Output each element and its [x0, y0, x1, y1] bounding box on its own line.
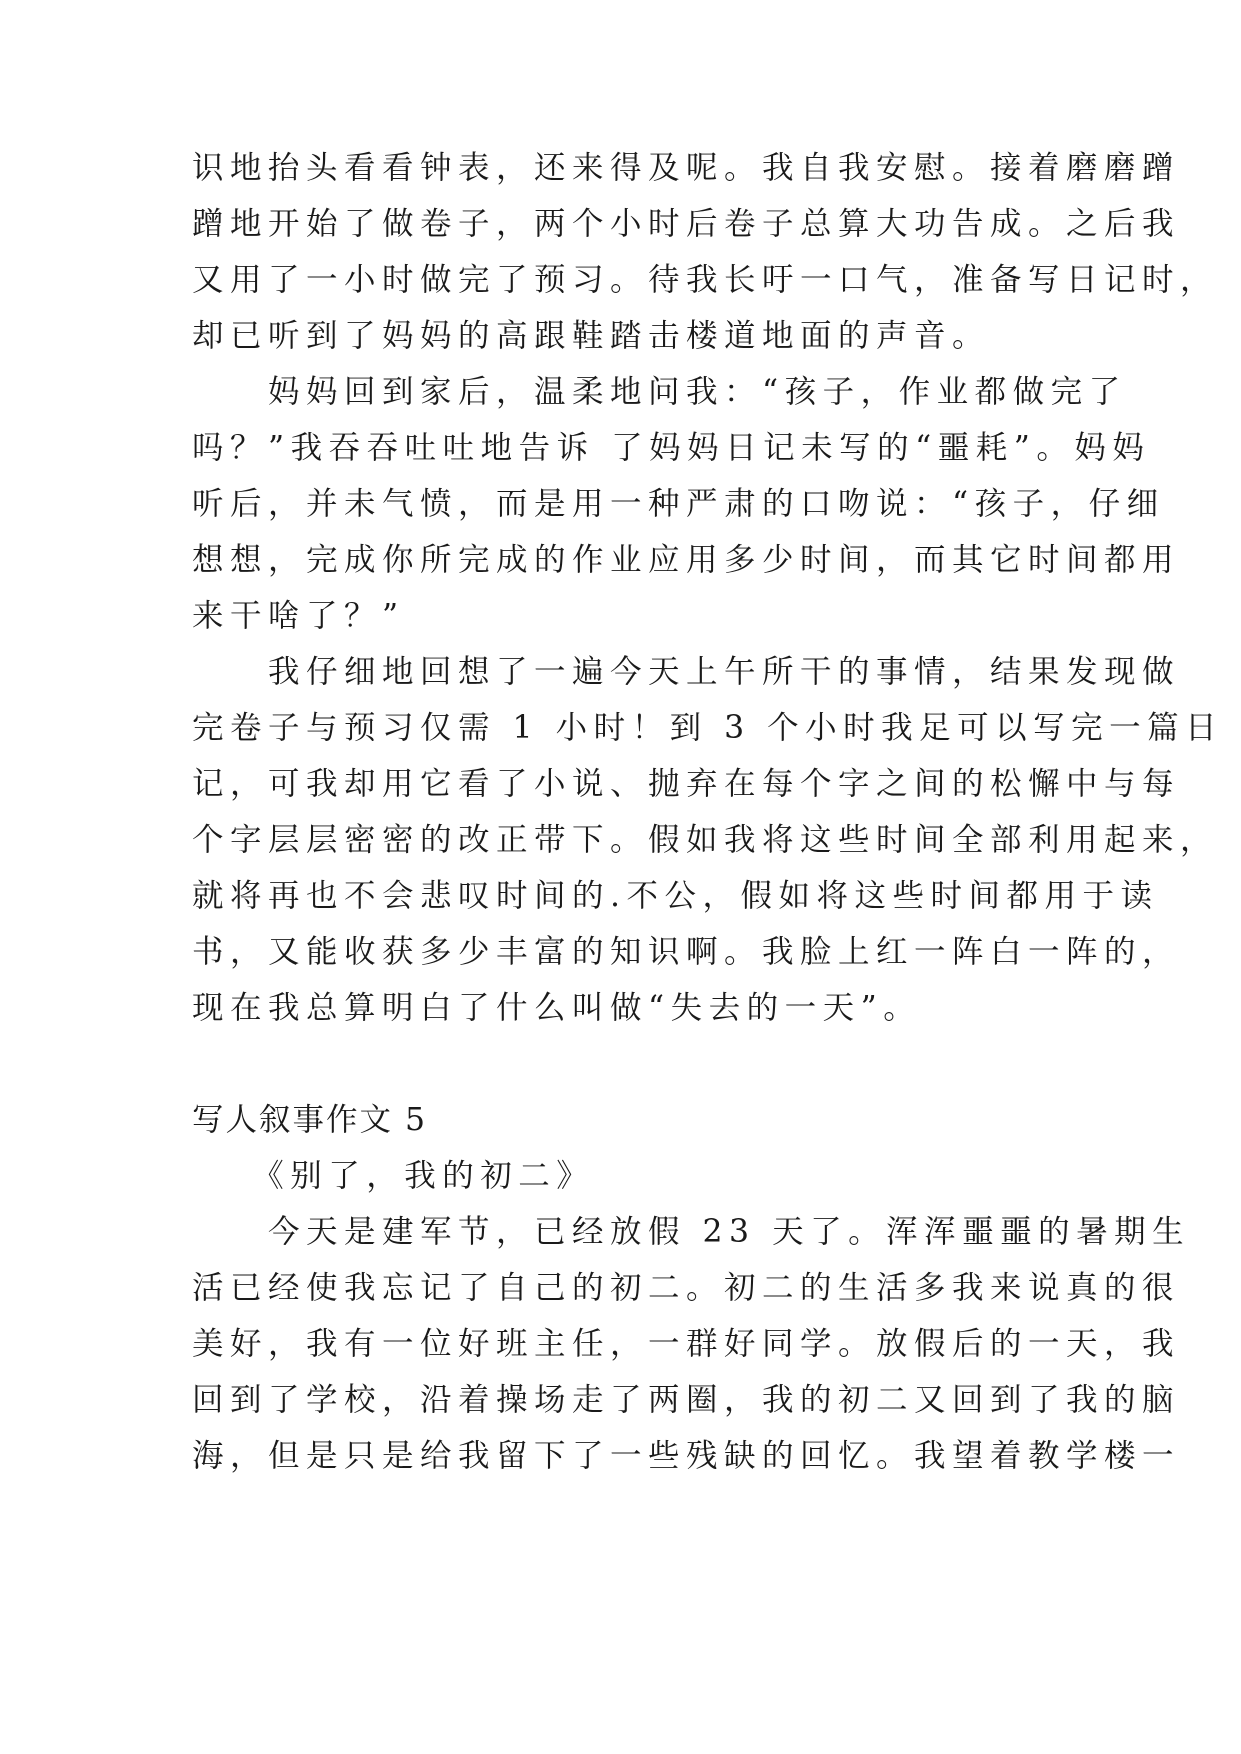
text-line: 却已听到了妈妈的高跟鞋踏击楼道地面的声音。 — [192, 318, 991, 354]
text-line: 蹭地开始了做卷子，两个小时后卷子总算大功告成。之后我 — [192, 206, 1181, 242]
essay-title: 《别了，我的初二》 — [192, 1158, 595, 1194]
text-line: 回到了学校，沿着操场走了两圈，我的初二又回到了我的脑 — [192, 1382, 1181, 1418]
text-line: 识地抬头看看钟表，还来得及呢。我自我安慰。接着磨磨蹭 — [192, 150, 1181, 186]
text-line: 海，但是只是给我留下了一些残缺的回忆。我望着教学楼一 — [192, 1438, 1181, 1474]
text-line: 活已经使我忘记了自己的初二。初二的生活多我来说真的很 — [192, 1270, 1181, 1306]
text-line: 我仔细地回想了一遍今天上午所干的事情，结果发现做 — [192, 654, 1181, 690]
text-line: 完卷子与预习仅需 1 小时！到 3 个小时我足可以写完一篇日 — [192, 710, 1224, 746]
text-line: 又用了一小时做完了预习。待我长吁一口气，准备写日记时， — [192, 262, 1219, 298]
text-line: 吗？”我吞吞吐吐地告诉 了妈妈日记未写的“噩耗”。妈妈 — [192, 430, 1151, 466]
text-line: 书，又能收获多少丰富的知识啊。我脸上红一阵白一阵的， — [192, 934, 1181, 970]
text-line: 现在我总算明白了什么叫做“失去的一天”。 — [192, 990, 922, 1026]
text-line: 就将再也不会悲叹时间的.不公，假如将这些时间都用于读 — [192, 878, 1159, 914]
text-line: 今天是建军节，已经放假 23 天了。浑浑噩噩的暑期生 — [192, 1214, 1191, 1250]
text-line: 妈妈回到家后，温柔地问我：“孩子，作业都做完了 — [192, 374, 1127, 410]
text-line: 记，可我却用它看了小说、抛弃在每个字之间的松懈中与每 — [192, 766, 1181, 802]
text-line: 听后，并未气愤，而是用一种严肃的口吻说：“孩子，仔细 — [192, 486, 1165, 522]
text-line: 想想，完成你所完成的作业应用多少时间，而其它时间都用 — [192, 542, 1181, 578]
text-line: 个字层层密密的改正带下。假如我将这些时间全部利用起来， — [192, 822, 1219, 858]
section-heading: 写人叙事作文 5 — [192, 1102, 428, 1138]
text-line: 美好，我有一位好班主任，一群好同学。放假后的一天，我 — [192, 1326, 1181, 1362]
text-line: 来干啥了？” — [192, 598, 405, 634]
